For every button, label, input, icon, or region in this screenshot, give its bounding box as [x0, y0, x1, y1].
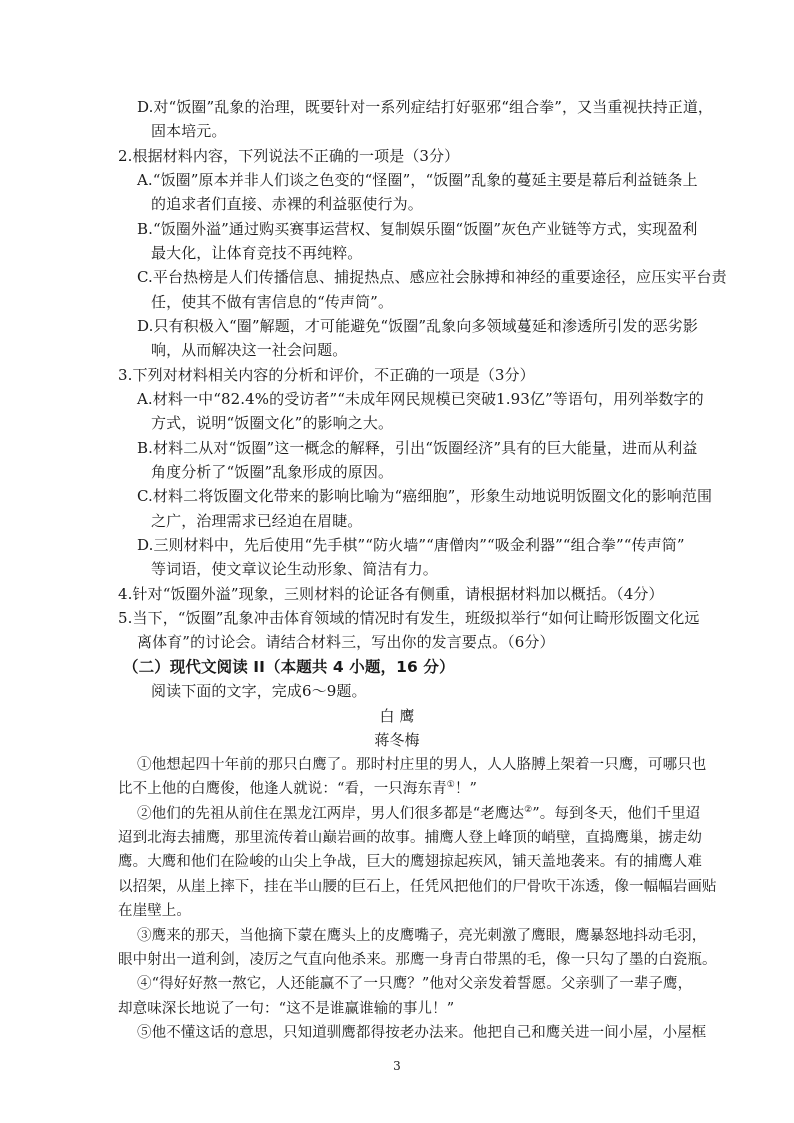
paragraph-5-line1: ⑤他不懂这话的意思，只知道驯鹰都得按老办法来。他把自己和鹰关进一间小屋，小屋框	[137, 1025, 707, 1041]
q3-option-a-line2: 方式，说明“饭圈文化”的影响之大。	[151, 414, 394, 432]
paragraph-2-line1	[137, 804, 700, 824]
question-4: 4.针对“饭圈外溢”现象，三则材料的论证各有侧重，请根据材料加以概括。（4分）	[118, 585, 664, 603]
q3-option-c-line1: C.材料二将饭圈文化带来的影响比喻为“癌细胞”，形象生动地说明饭圈文化的影响范围	[137, 487, 713, 505]
question-5-line1: 5.当下，“饭圈”乱象冲击体育领域的情况时有发生，班级拟举行“如何让畸形饭圈文化远	[118, 609, 700, 627]
footnote-marker-1: ①	[446, 780, 455, 791]
paragraph-1-end: ！”	[454, 781, 478, 797]
q2-option-b-line2: 最大化，让体育竞技不再纯粹。	[151, 244, 363, 262]
q2-option-c-line2: 任，使其不做有害信息的“传声筒”。	[151, 293, 394, 311]
question-5-line2: 离体育”的讨论会。请结合材料三，写出你的发言要点。（6分）	[137, 633, 555, 651]
q2-option-b-line1: B.“饭圈外溢”通过购买赛事运营权、复制娱乐圈“饭圈”灰色产业链等方式，实现盈利	[137, 220, 698, 238]
paragraph-2-line2: 迢到北海去捕鹰，那里流传着山巅岩画的故事。捕鹰人登上峰顶的峭壁，直捣鹰巢，掳走幼	[118, 830, 702, 846]
paragraph-1-text: 比不上他的白鹰俊，他逢人就说：“看，一只海东青	[118, 781, 447, 797]
story-title: 白 鹰	[379, 707, 415, 725]
q3-option-d-line2: 等词语，使文章议论生动形象、简洁有力。	[151, 560, 438, 578]
q3-option-b-line2: 角度分析了“饭圈”乱象形成的原因。	[151, 463, 394, 481]
q1-option-d-line2: 固本培元。	[151, 122, 227, 140]
section-2-heading: （二）现代文阅读 II（本题共 4 小题，16 分）	[123, 658, 455, 676]
paragraph-3-line2: 眼中射出一道利剑，凌厉之气直向他杀来。那鹰一身青白带黑的毛，像一只勾了墨的白瓷瓶。	[118, 952, 717, 968]
paragraph-3-line1: ③鹰来的那天，当他摘下蒙在鹰头上的皮鹰嘴子，亮光刺激了鹰眼，鹰暴怒地抖动毛羽，	[137, 928, 707, 944]
section-2-instruction: 阅读下面的文字，完成6～9题。	[151, 682, 367, 700]
q2-option-a-line1: A.“饭圈”原本并非人们谈之色变的“怪圈”，“饭圈”乱象的蔓延主要是幕后利益链条上	[137, 171, 698, 189]
paragraph-1-line2	[118, 779, 477, 799]
paragraph-2-line3: 鹰。大鹰和他们在险峻的山尖上争战，巨大的鹰翅掠起疾风，铺天盖地袭来。有的捕鹰人难	[118, 854, 702, 870]
question-2-stem: 2.根据材料内容，下列说法不正确的一项是（3分）	[118, 147, 460, 165]
paragraph-1-line1: ①他想起四十年前的那只白鹰了。那时村庄里的男人，人人胳膊上架着一只鹰，可哪只也	[137, 757, 707, 773]
q1-option-d-line1: D.对“饭圈”乱象的治理，既要针对一系列症结打好驱邪“组合拳”，又当重视扶持正道，	[137, 98, 714, 116]
q3-option-d-line1: D.三则材料中，先后使用“先手棋”“防火墙”“唐僧肉”“吸金利器”“组合拳”“传声筒”	[137, 536, 685, 554]
q2-option-d-line2: 响，从而解决这一社会问题。	[151, 341, 348, 359]
paragraph-4-line1: ④“得好好熬一熬它，人还能赢不了一只鹰？”他对父亲发着誓愿。父亲驯了一辈子鹰，	[137, 976, 693, 992]
paragraph-2-line5: 在崖壁上。	[118, 903, 191, 919]
question-3-stem: 3.下列对材料相关内容的分析和评价，不正确的一项是（3分）	[118, 366, 535, 384]
q3-option-a-line1: A.材料一中“82.4%的受访者”“未成年网民规模已突破1.93亿”等语句，用列举数字的	[137, 390, 704, 408]
footnote-marker-2: ②	[524, 805, 533, 816]
q2-option-a-line2: 的追求者们直接、赤裸的利益驱使行为。	[151, 195, 423, 213]
page-number: 3	[393, 1059, 401, 1073]
story-author: 蒋冬梅	[374, 731, 420, 749]
q3-option-b-line1: B.材料二从对“饭圈”这一概念的解释，引出“饭圈经济”具有的巨大能量，进而从利益	[137, 439, 698, 457]
paragraph-2-line4: 以招架，从崖上摔下，挂在半山腰的巨石上，任凭风把他们的尸骨吹干冻透，像一幅幅岩画贴	[118, 879, 717, 895]
paragraph-4-line2: 却意味深长地说了一句：“这不是谁赢谁输的事儿！”	[118, 1001, 455, 1017]
paragraph-2-text-b: ”。每到冬天，他们千里迢	[532, 806, 701, 822]
paragraph-2-text-a: ②他们的先祖从前住在黑龙江两岸，男人们很多都是“老鹰达	[137, 806, 525, 822]
q2-option-d-line1: D.只有积极入“圈”解题，才可能避免“饭圈”乱象向多领域蔓延和渗透所引发的恶劣影	[137, 317, 698, 335]
q3-option-c-line2: 之广，治理需求已经迫在眉睫。	[151, 512, 363, 530]
q2-option-c-line1: C.平台热榜是人们传播信息、捕捉热点、感应社会脉搏和神经的重要途径，应压实平台责	[137, 268, 727, 286]
